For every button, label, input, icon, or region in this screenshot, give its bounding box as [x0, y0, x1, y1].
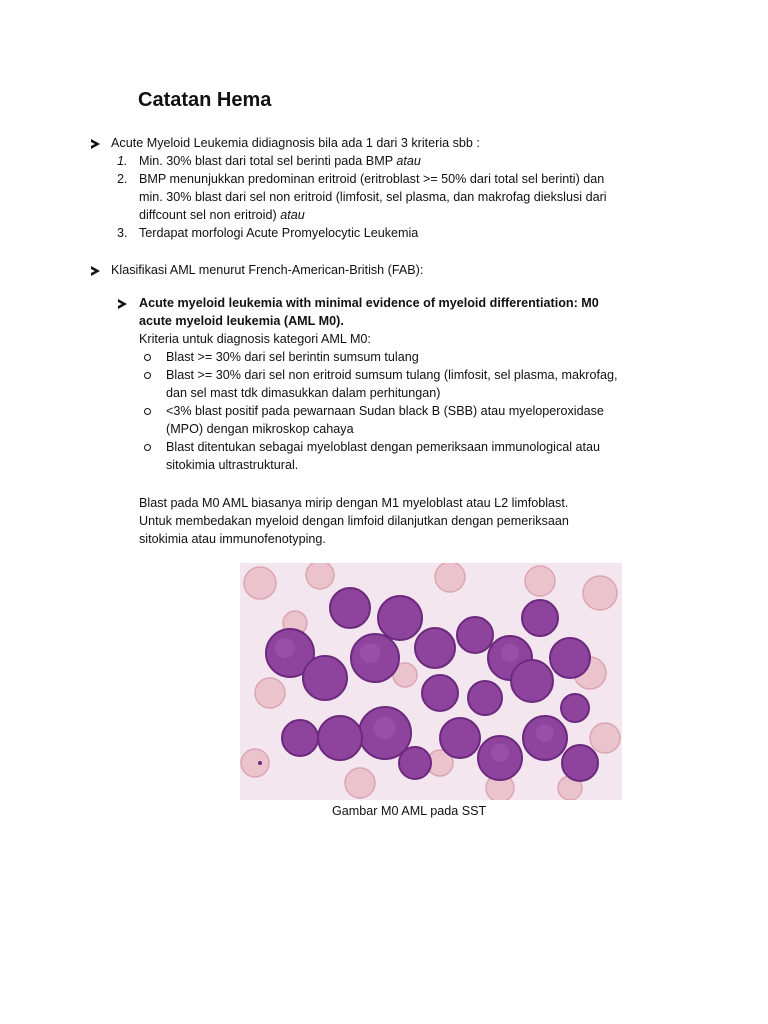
circle-bullet-icon [144, 372, 151, 379]
criteria-2-line-2: dan sel mast tdk dimasukkan dalam perhitungan) [166, 386, 441, 400]
criteria-intro: Kriteria untuk diagnosis kategori AML M0: [139, 332, 371, 346]
circle-bullet-icon [144, 408, 151, 415]
item-2-line-1: BMP menunjukkan predominan eritroid (eritroblast >= 50% dari total sel berinti) dan [139, 172, 605, 186]
page-title: Catatan Hema [138, 89, 272, 111]
criteria-3-line-2: (MPO) dengan mikroskop cahaya [166, 422, 354, 436]
item-2-tail: atau [280, 208, 305, 222]
circle-bullet-icon [144, 444, 151, 451]
item-number-3: 3. [117, 226, 128, 240]
item-2-line-2: min. 30% blast dari sel non eritroid (limfosit, sel plasma, dan makrofag diekslusi dari [139, 190, 607, 204]
item-3-line-1: Terdapat morfologi Acute Promyelocytic Leukemia [139, 226, 419, 240]
circle-bullet-icon [144, 354, 151, 361]
criteria-4-line-1: Blast ditentukan sebagai myeloblast dengan pemeriksaan immunological atau [166, 440, 601, 454]
criteria-2-line-1: Blast >= 30% dari sel non eritroid sumsum tulang (limfosit, sel plasma, makrofag, [166, 368, 618, 382]
arrow-bullet-icon [91, 139, 100, 149]
arrow-bullet-icon [118, 299, 127, 309]
paragraph-line-3: sitokimia atau immunofenotyping. [139, 532, 326, 546]
criteria-3-line-1: <3% blast positif pada pewarnaan Sudan black B (SBB) atau myeloperoxidase [166, 404, 604, 418]
item-number-1: 1. [117, 154, 128, 168]
section2-heading: Klasifikasi AML menurut French-American-British (FAB): [111, 263, 424, 277]
paragraph-line-1: Blast pada M0 AML biasanya mirip dengan M1 myeloblast atau L2 limfoblast. [139, 496, 569, 510]
list-item [139, 206, 305, 224]
criteria-1-line-1: Blast >= 30% dari sel berintin sumsum tulang [166, 350, 419, 364]
paragraph-line-2: Untuk membedakan myeloid dengan limfoid dilanjutkan dengan pemeriksaan [139, 514, 569, 528]
item-number-2: 2. [117, 172, 128, 186]
item-2-line-3: diffcount sel non eritroid) [139, 208, 277, 222]
item-1-tail: atau [396, 154, 421, 168]
figure-caption: Gambar M0 AML pada SST [332, 804, 487, 818]
blood-smear-illustration [240, 563, 622, 800]
arrow-bullet-icon [91, 266, 100, 276]
blood-smear-image [240, 563, 622, 800]
section1-heading: Acute Myeloid Leukemia didiagnosis bila ada 1 dari 3 kriteria sbb : [111, 136, 480, 150]
item-1-line-1: Min. 30% blast dari total sel berinti pada BMP [139, 154, 393, 168]
list-item [139, 152, 421, 170]
criteria-4-line-2: sitokimia ultrastruktural. [166, 458, 299, 472]
subheading-line-2: acute myeloid leukemia (AML M0). [139, 314, 344, 328]
subheading-line-1: Acute myeloid leukemia with minimal evidence of myeloid differentiation: M0 [139, 296, 599, 310]
